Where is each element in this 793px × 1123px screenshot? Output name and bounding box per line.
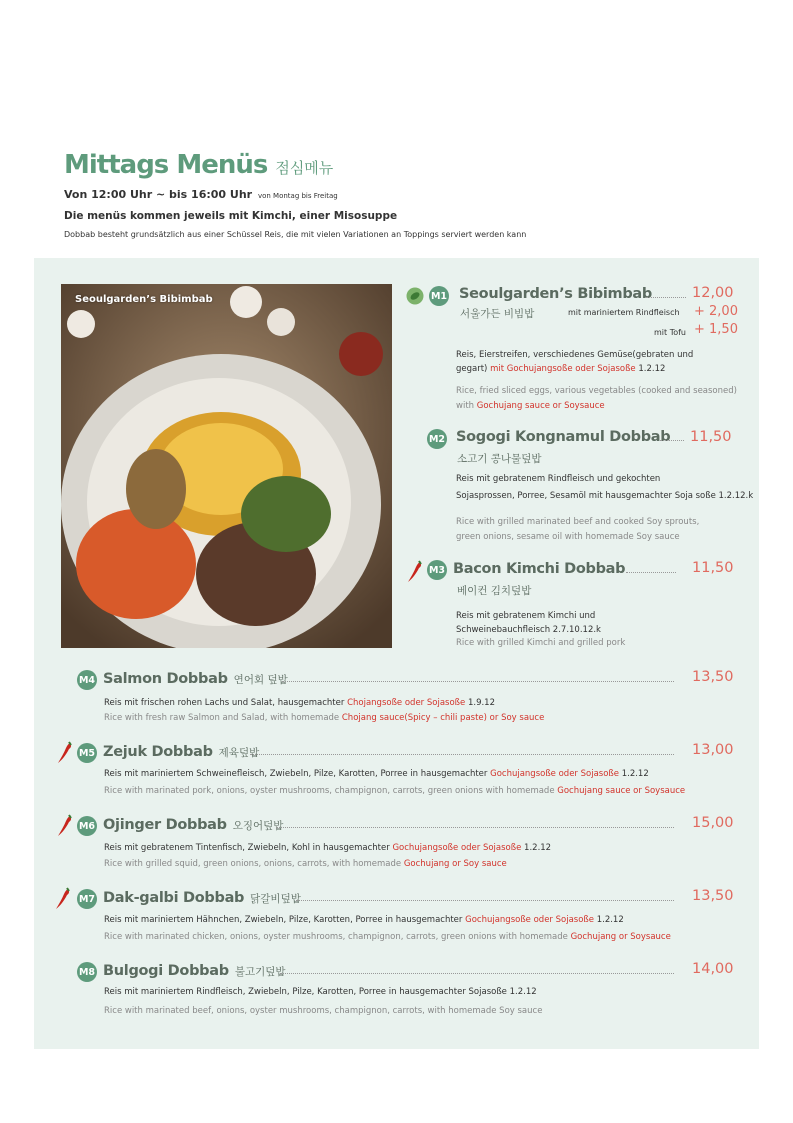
sauce-highlight: Chojang sauce(Spicy – chili paste) or Soy sauce	[341, 713, 545, 723]
leader-dots	[626, 572, 676, 573]
item-desc-de-m6: Reis mit gebratenem Tintenfisch, Zwiebeln, Kohl in hausgemachter Gochujangsoße oder Sojasoße 1.2.12	[104, 843, 552, 853]
sauce-highlight: Gochujang or Soy sauce	[403, 859, 507, 869]
photo-label: Seoulgarden’s Bibimbab	[75, 294, 213, 305]
item-name-m8: Bulgogi Dobbab 불고기덮밥	[103, 963, 286, 979]
item-price-m2: 11,50	[690, 429, 732, 445]
sauce-highlight: Gochujangsoße oder Sojasoße	[490, 769, 620, 779]
item-code-m5: M5	[77, 743, 97, 763]
leader-dots	[276, 827, 674, 828]
item-desc-en-m8: Rice with marinated beef, onions, oyster mushrooms, champignon, carrots, with homemade Soy sauce	[104, 1006, 543, 1016]
item-desc-en-m2: Rice with grilled marinated beef and cooked Soy sprouts,	[456, 517, 700, 527]
chili-pepper-icon	[406, 560, 424, 584]
page-title: Mittags Menüs 점심메뉴	[64, 150, 334, 180]
leader-dots	[250, 754, 674, 755]
bibimbab-photo	[61, 284, 392, 648]
item-kr-m8: 불고기덮밥	[234, 966, 286, 978]
item-code-m3: M3	[427, 560, 447, 580]
item-desc-de-m1: Reis, Eierstreifen, verschiedenes Gemüse(gebraten und	[456, 350, 694, 360]
item-kr-m6: 오징어덮밥	[232, 820, 284, 832]
sauce-highlight: mit Gochujangsoße oder Sojasoße	[490, 364, 636, 374]
option-tofu-label: mit Tofu	[654, 328, 687, 337]
item-name-m3: Bacon Kimchi Dobbab	[453, 561, 626, 577]
opening-hours: Von 12:00 Uhr ~ bis 16:00 Uhr von Montag bis Freitag	[64, 188, 338, 201]
option-tofu-price: + 1,50	[694, 322, 738, 337]
item-name-m5: Zejuk Dobbab 제육덮밥	[103, 744, 260, 760]
item-code-m4: M4	[77, 670, 97, 690]
item-name-m1: Seoulgarden’s Bibimbab	[459, 286, 652, 302]
option-beef-label: mit mariniertem Rindfleisch	[568, 308, 680, 317]
sauce-highlight: Gochujangsoße oder Sojasoße	[392, 843, 522, 853]
sauce-highlight: Gochujang sauce or Soysauce	[476, 401, 605, 411]
item-desc-de-m2-line2: Sojasprossen, Porree, Sesamöl mit hausgemachter Soja soße 1.2.12.k	[456, 491, 754, 501]
intro-text: Die menüs kommen jeweils mit Kimchi, einer Misosuppe	[64, 210, 398, 222]
item-desc-en-m1: Rice, fried sliced eggs, various vegetables (cooked and seasoned)	[456, 386, 737, 396]
item-desc-de-m3-line2: Schweinebauchfleisch 2.7.10.12.k	[456, 625, 601, 635]
item-code-m8: M8	[77, 962, 97, 982]
item-desc-de-m8: Reis mit mariniertem Rindfleisch, Zwiebeln, Pilze, Karotten, Porree in hausgemachter Sojasoße 1.2.12	[104, 987, 537, 997]
item-price-m4: 13,50	[692, 669, 734, 685]
item-desc-de-m2: Reis mit gebratenem Rindfleisch und gekochten	[456, 474, 661, 484]
item-kr-m3: 베이컨 김치덮밥	[457, 585, 532, 597]
item-price-m6: 15,00	[692, 815, 734, 831]
leader-dots	[660, 440, 684, 441]
item-price-m1: 12,00	[692, 285, 734, 301]
item-kr-m5: 제육덮밥	[218, 747, 260, 759]
item-name-m6: Ojinger Dobbab 오징어덮밥	[103, 817, 284, 833]
item-desc-de-m4: Reis mit frischen rohen Lachs und Salat, hausgemachter Chojangsoße oder Sojasoße 1.9.12	[104, 698, 496, 708]
leader-dots	[296, 900, 674, 901]
vegetarian-leaf-icon	[406, 287, 424, 305]
sauce-highlight: Gochujang sauce or Soysauce	[557, 786, 686, 796]
item-name-m2: Sogogi Kongnamul Dobbab	[456, 429, 671, 445]
item-desc-de-m7: Reis mit mariniertem Hähnchen, Zwiebeln, Pilze, Karotten, Porree in hausgemachter Gochujangsoße oder Sojasoße 1.2.12	[104, 915, 624, 925]
intro-subtext: Dobbab besteht grundsätzlich aus einer Schüssel Reis, die mit vielen Variationen an Toppings serviert werden kann	[64, 230, 527, 239]
chili-pepper-icon	[56, 814, 74, 838]
item-desc-en-m2-line2: green onions, sesame oil with homemade Soy sauce	[456, 532, 680, 542]
page-title-kr: 점심메뉴	[275, 159, 334, 177]
item-desc-de-m1-line2: gegart) mit Gochujangsoße oder Sojasoße 1.2.12	[456, 364, 666, 374]
item-name-m4: Salmon Dobbab 연어회 덮밥	[103, 671, 288, 687]
opening-days: von Montag bis Freitag	[257, 192, 338, 200]
option-beef-price: + 2,00	[694, 304, 738, 319]
item-price-m7: 13,50	[692, 888, 734, 904]
item-code-m6: M6	[77, 816, 97, 836]
item-kr-m1: 서울가든 비빔밥	[460, 308, 535, 320]
item-desc-en-m6: Rice with grilled squid, green onions, onions, carrots, with homemade Gochujang or Soy sauce	[104, 859, 507, 869]
item-kr-m7: 닭갈비덮밥	[250, 893, 301, 905]
item-desc-en-m7: Rice with marinated chicken, onions, oyster mushrooms, champignon, carrots, green onions with homemade Gochujang or Soysauce	[104, 932, 671, 942]
item-code-m7: M7	[77, 889, 97, 909]
sauce-highlight: Gochujang or Soysauce	[570, 932, 671, 942]
leader-dots	[282, 681, 674, 682]
item-desc-de-m5: Reis mit mariniertem Schweinefleisch, Zwiebeln, Pilze, Karotten, Porree in hausgemachter Gochujangsoße oder Sojasoße 1.2.12	[104, 769, 649, 779]
item-code-m1: M1	[429, 286, 449, 306]
item-price-m5: 13,00	[692, 742, 734, 758]
item-price-m3: 11,50	[692, 560, 734, 576]
chili-pepper-icon	[54, 887, 72, 911]
item-name-m7: Dak-galbi Dobbab 닭갈비덮밥	[103, 890, 301, 906]
item-kr-m4: 연어회 덮밥	[233, 674, 288, 686]
leader-dots	[646, 297, 686, 298]
item-desc-en-m5: Rice with marinated pork, onions, oyster mushrooms, champignon, carrots, green onions with homemade Gochujang sauce or Soysauce	[104, 786, 686, 796]
item-desc-en-m3: Rice with grilled Kimchi and grilled pork	[456, 638, 626, 648]
item-price-m8: 14,00	[692, 961, 734, 977]
item-kr-m2: 소고기 콩나물덮밥	[457, 453, 542, 465]
item-code-m2: M2	[427, 429, 447, 449]
chili-pepper-icon	[56, 741, 74, 765]
sauce-highlight: Gochujangsoße oder Sojasoße	[465, 915, 595, 925]
item-desc-de-m3: Reis mit gebratenem Kimchi und	[456, 611, 596, 621]
leader-dots	[280, 973, 674, 974]
item-desc-en-m1-line2: with Gochujang sauce or Soysauce	[456, 401, 605, 411]
item-desc-en-m4: Rice with fresh raw Salmon and Salad, with homemade Chojang sauce(Spicy – chili paste) or Soy sauce	[104, 713, 545, 723]
sauce-highlight: Chojangsoße oder Sojasoße	[347, 698, 466, 708]
